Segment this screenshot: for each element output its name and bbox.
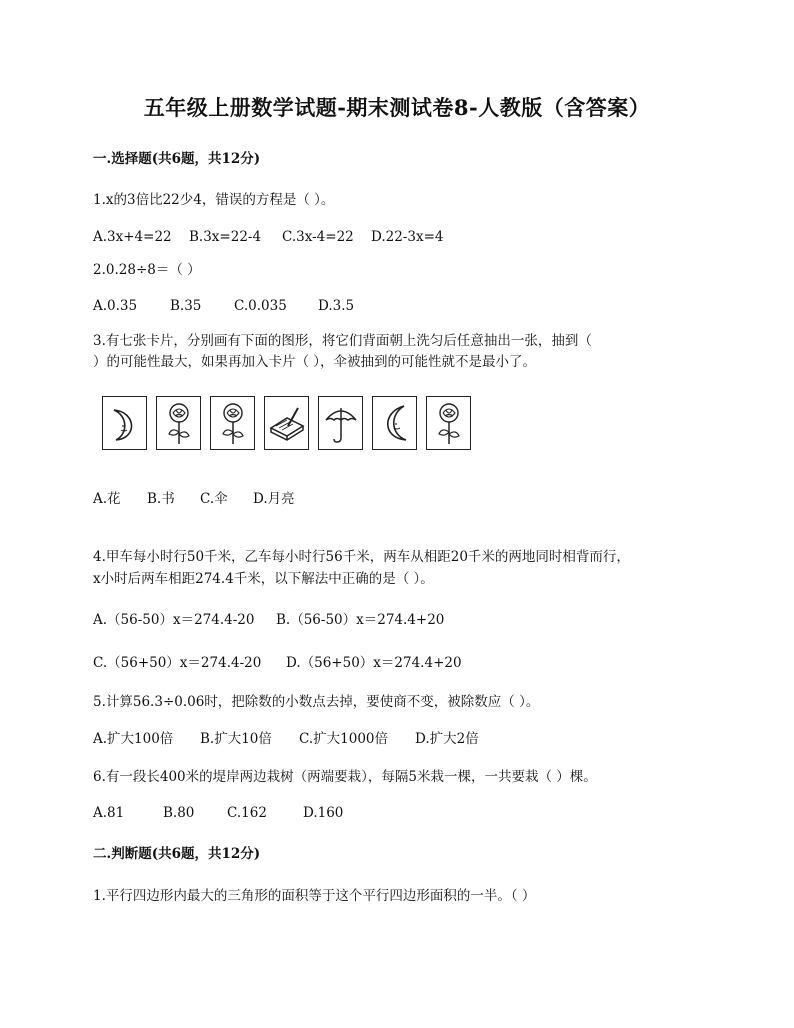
option-a: A.3x+4=22 (93, 229, 172, 245)
flower-icon (430, 400, 468, 446)
flower-icon (214, 400, 252, 446)
judge-1-stem: 1.平行四边形内最大的三角形的面积等于这个平行四边形面积的一半。（ ） (93, 888, 536, 904)
option-c: C.0.035 (234, 298, 287, 314)
option-c: C.伞 (200, 491, 228, 507)
card-flower (156, 396, 201, 450)
question-6-options (93, 804, 343, 822)
question-2-options (93, 297, 354, 315)
card-moon (372, 396, 417, 450)
page-title: 五年级上册数学试题-期末测试卷8-人教版（含答案） (143, 95, 651, 120)
option-a: A.81 (93, 805, 125, 821)
book-icon (268, 400, 306, 446)
option-a: A.扩大100倍 (93, 731, 174, 747)
question-1-options (93, 228, 443, 246)
card-flower (210, 396, 255, 450)
question-4-options-row-2 (93, 654, 462, 672)
question-5-stem: 5.计算56.3÷0.06时，把除数的小数点去掉，要使商不变，被除数应（ ）。 (93, 694, 540, 710)
option-d: D.22-3x=4 (371, 229, 444, 245)
question-1-stem: 1.x的3倍比22少4，错误的方程是（ ）。 (93, 192, 335, 208)
option-c: C.3x-4=22 (282, 229, 354, 245)
question-4-stem-line-2: x小时后两车相距274.4千米，以下解法中正确的是（ ）。 (93, 571, 434, 587)
option-b: B.3x=22-4 (189, 229, 262, 245)
question-3-options (93, 490, 295, 508)
option-d: D.160 (303, 805, 344, 821)
option-d: D.（56+50）x＝274.4+20 (286, 655, 462, 671)
section-judge-heading: 二.判断题(共6题，共12分) (93, 846, 261, 862)
card-book (264, 396, 309, 450)
option-c: C.（56+50）x＝274.4-20 (93, 655, 262, 671)
option-a: A.0.35 (93, 298, 138, 314)
moon-icon (376, 400, 414, 446)
card-moon (102, 396, 147, 450)
moon-icon (106, 400, 144, 446)
option-d: D.3.5 (318, 298, 355, 314)
section-choice-heading: 一.选择题(共6题，共12分) (93, 151, 261, 167)
question-3-stem-line-1: 3.有七张卡片，分别画有下面的图形，将它们背面朝上洗匀后任意抽出一张，抽到（ (93, 333, 592, 349)
option-b: B.扩大10倍 (200, 731, 272, 747)
option-a: A.花 (93, 491, 121, 507)
option-c: C.162 (227, 805, 267, 821)
question-4-options-row-1 (93, 611, 444, 629)
umbrella-icon (322, 400, 360, 446)
option-b: B.书 (147, 491, 175, 507)
question-4-stem-line-1: 4.甲车每小时行50千米，乙车每小时行56千米，两车从相距20千米的两地同时相背而行， (93, 549, 630, 565)
question-6-stem: 6.有一段长400米的堤岸两边栽树（两端要栽），每隔5米栽一棵，一共要栽（ ）棵。 (93, 769, 597, 785)
option-d: D.月亮 (253, 491, 295, 507)
option-d: D.扩大2倍 (415, 731, 479, 747)
card-flower (426, 396, 471, 450)
question-3-stem-line-2: ）的可能性最大，如果再加入卡片（ ），伞被抽到的可能性就不是最小了。 (93, 354, 537, 370)
question-5-options (93, 730, 479, 748)
flower-icon (160, 400, 198, 446)
option-b: B.35 (170, 298, 202, 314)
question-3-cards (102, 396, 471, 452)
option-b: B.（56-50）x＝274.4+20 (276, 612, 445, 628)
card-umbrella (318, 396, 363, 450)
option-a: A.（56-50）x＝274.4-20 (93, 612, 255, 628)
option-c: C.扩大1000倍 (299, 731, 388, 747)
option-b: B.80 (163, 805, 195, 821)
question-2-stem: 2.0.28÷8＝（ ） (93, 262, 201, 278)
